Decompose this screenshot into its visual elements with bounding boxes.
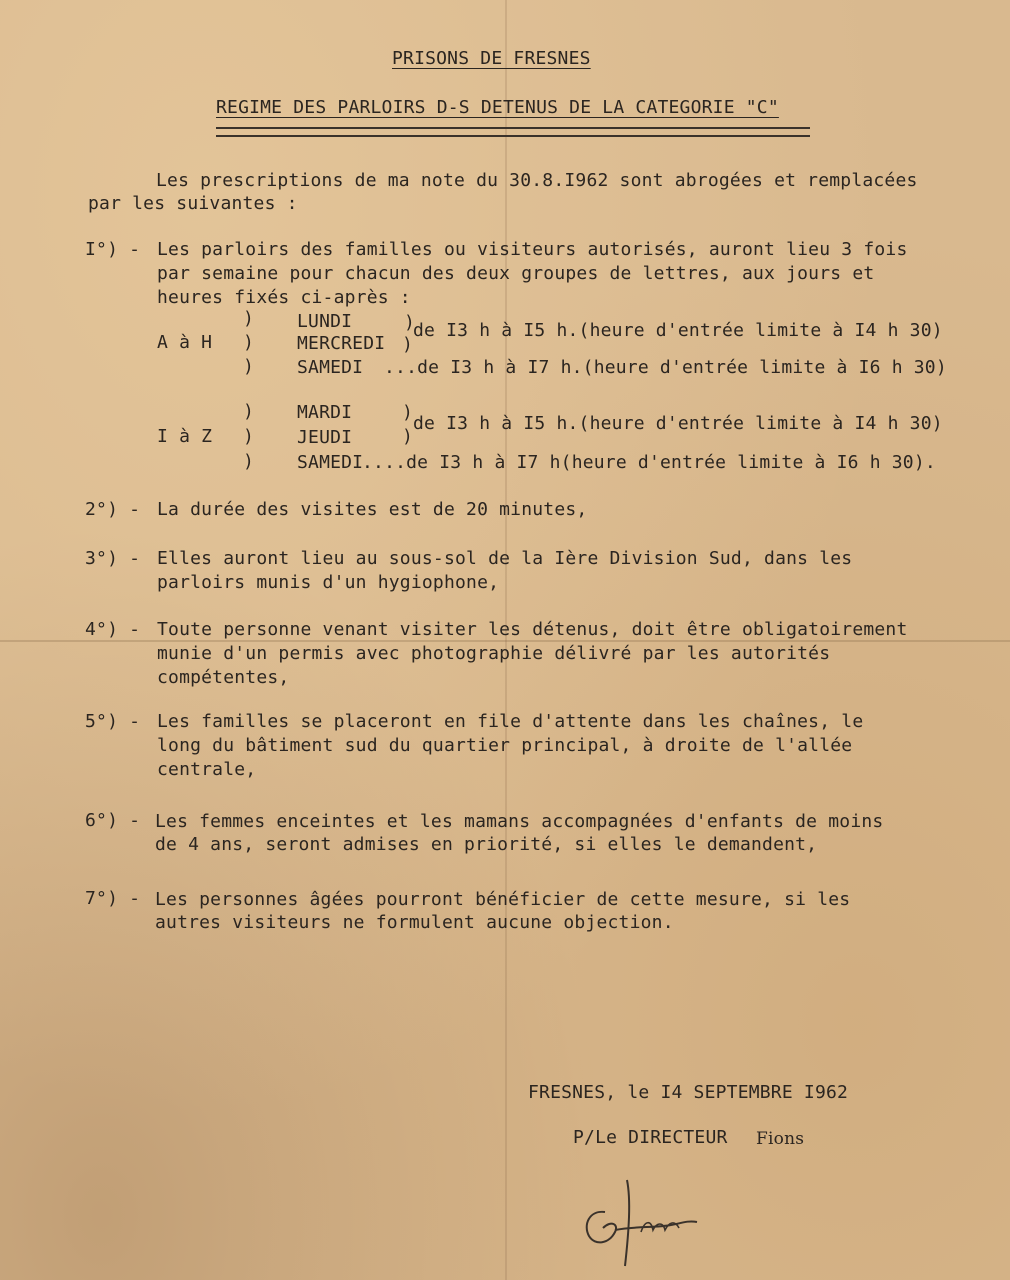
item-number: 7°) -: [85, 888, 141, 909]
item-line: Elles auront lieu au sous-sol de la Ière Division Sud, dans les: [157, 548, 853, 569]
bracket: ): [243, 426, 255, 447]
item-number: 5°) -: [85, 711, 141, 732]
bracket: ): [404, 312, 416, 333]
signatory-name: Fions: [756, 1129, 805, 1149]
item-line: centrale,: [157, 759, 257, 780]
hours: ...de I3 h à I7 h.(heure d'entrée limite à I6 h 30): [384, 357, 947, 378]
hours: ....de I3 h à I7 h(heure d'entrée limite à I6 h 30).: [362, 452, 936, 473]
item-number: 3°) -: [85, 548, 141, 569]
item-line: de 4 ans, seront admises en priorité, si elles le demandent,: [155, 834, 818, 855]
signatory: P/Le DIRECTEUR: [573, 1127, 728, 1148]
item-line: Les familles se placeront en file d'attente dans les chaînes, le: [157, 711, 864, 732]
item-line: heures fixés ci-après :: [157, 287, 411, 308]
bracket: ): [243, 401, 255, 422]
day: MARDI: [297, 402, 353, 423]
double-rule: [216, 127, 810, 137]
bracket: ): [402, 402, 414, 423]
item-line: par semaine pour chacun des deux groupes de lettres, aux jours et: [157, 263, 875, 284]
item-line: autres visiteurs ne formulent aucune objection.: [155, 912, 674, 933]
item-number: 6°) -: [85, 810, 141, 831]
hours: de I3 h à I5 h.(heure d'entrée limite à I4 h 30): [413, 413, 943, 434]
bracket: ): [243, 451, 255, 472]
item-number: 2°) -: [85, 499, 141, 520]
item-line: long du bâtiment sud du quartier principal, à droite de l'allée: [157, 735, 853, 756]
day: LUNDI: [297, 311, 353, 332]
day: SAMEDI: [297, 452, 364, 473]
item-line: compétentes,: [157, 667, 290, 688]
item-line: La durée des visites est de 20 minutes,: [157, 499, 588, 520]
item-line: Les femmes enceintes et les mamans accompagnées d'enfants de moins: [155, 811, 884, 832]
intro-line: Les prescriptions de ma note du 30.8.I962 sont abrogées et remplacées: [156, 170, 918, 191]
letter-group-label: A à H: [157, 332, 213, 353]
intro-line: par les suivantes :: [88, 193, 298, 214]
item-line: Les personnes âgées pourront bénéficier de cette mesure, si les: [155, 889, 851, 910]
item-line: parloirs munis d'un hygiophone,: [157, 572, 500, 593]
day: JEUDI: [297, 427, 353, 448]
handwritten-signature: [575, 1170, 715, 1270]
bracket: ): [243, 356, 255, 377]
item-number: 4°) -: [85, 619, 141, 640]
item-line: Les parloirs des familles ou visiteurs autorisés, auront lieu 3 fois: [157, 239, 908, 260]
day: SAMEDI: [297, 357, 364, 378]
bracket: ): [243, 308, 255, 329]
hours: de I3 h à I5 h.(heure d'entrée limite à I4 h 30): [413, 320, 943, 341]
item-line: Toute personne venant visiter les détenus, doit être obligatoirement: [157, 619, 908, 640]
bracket: ): [243, 332, 255, 353]
day: MERCREDI: [297, 333, 386, 354]
bracket: ): [402, 334, 414, 355]
letter-group-label: I à Z: [157, 426, 213, 447]
document-title: PRISONS DE FRESNES: [392, 48, 591, 69]
place-date: FRESNES, le I4 SEPTEMBRE I962: [528, 1082, 849, 1103]
bracket: ): [402, 426, 414, 447]
item-number: I°) -: [85, 239, 141, 260]
document-subtitle: REGIME DES PARLOIRS D-S DETENUS DE LA CATEGORIE "C": [216, 97, 779, 118]
item-line: munie d'un permis avec photographie délivré par les autorités: [157, 643, 831, 664]
